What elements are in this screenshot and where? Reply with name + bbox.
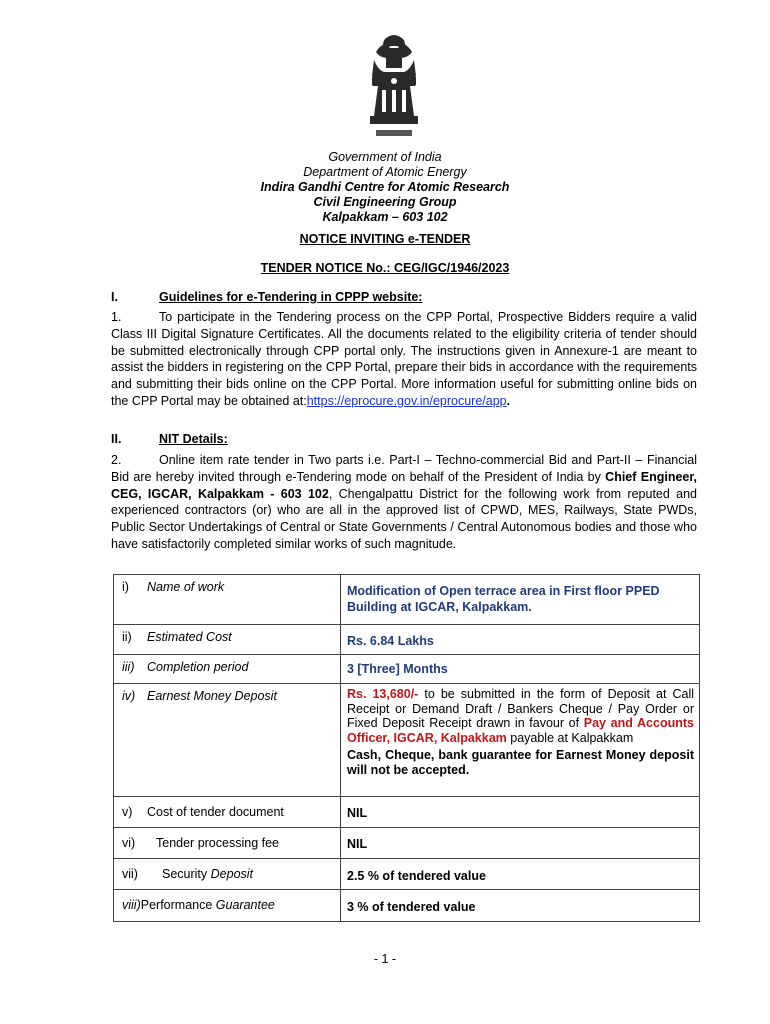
issuing-authority: Chief Engineer, CEG, IGCAR, Kalpakkam - 603 102 xyxy=(111,469,698,501)
earnest-money-value xyxy=(341,684,700,797)
table-row xyxy=(114,684,700,797)
table-row xyxy=(114,655,700,684)
table-row xyxy=(114,575,700,625)
page-number: - 1 - xyxy=(373,952,397,966)
tender-number: TENDER NOTICE No.: CEG/IGC/1946/2023 xyxy=(260,261,510,275)
link-period: . xyxy=(506,393,511,408)
row-label xyxy=(114,828,341,859)
row-label xyxy=(114,575,341,625)
row-number: i) xyxy=(122,580,129,594)
tender-document-cost-value: NIL xyxy=(341,797,700,828)
table-row xyxy=(114,625,700,655)
paragraph-1-number: 1. xyxy=(111,310,122,324)
row-number: viii) xyxy=(122,898,141,912)
emd-text-b: payable at Kalpakkam xyxy=(506,730,634,745)
label-text: Tender processing fee xyxy=(156,836,279,850)
nit-details-table xyxy=(113,574,700,922)
label-text: Performance xyxy=(140,898,216,912)
row-label xyxy=(114,655,341,684)
row-label xyxy=(114,684,341,797)
header-line-department: Department of Atomic Energy xyxy=(303,165,467,179)
header-line-group: Civil Engineering Group xyxy=(313,195,457,209)
section-1-paragraph xyxy=(111,309,697,410)
table-row xyxy=(114,890,700,922)
label-text: Completion period xyxy=(147,660,249,674)
row-number: iii) xyxy=(122,660,135,674)
section-1-number: I. xyxy=(111,290,118,304)
table-row xyxy=(114,859,700,890)
name-of-work-value: Modification of Open terrace area in First floor PPED Building at IGCAR, Kalpakkam. xyxy=(341,575,700,625)
label-text: Estimated Cost xyxy=(147,630,232,644)
cppp-portal-link[interactable]: https://eprocure.gov.in/eprocure/app xyxy=(306,393,507,408)
emd-amount: Rs. 13,680/- xyxy=(347,687,419,701)
processing-fee-value: NIL xyxy=(341,828,700,859)
row-label xyxy=(114,890,341,922)
label-text: Security xyxy=(162,867,211,881)
estimated-cost-value: Rs. 6.84 Lakhs xyxy=(341,625,700,655)
section-1-title: Guidelines for e-Tendering in CPPP website: xyxy=(159,290,423,304)
header-line-institute: Indira Gandhi Centre for Atomic Research xyxy=(260,180,510,194)
label-text-italic: Deposit xyxy=(210,867,254,881)
emd-note: Cash, Cheque, bank guarantee for Earnest Money deposit will not be accepted. xyxy=(347,748,694,777)
header-line-location: Kalpakkam – 603 102 xyxy=(322,210,448,224)
emd-payee: Pay and Accounts Officer, IGCAR, Kalpakkam xyxy=(347,716,694,745)
section-2-title: NIT Details: xyxy=(159,432,228,446)
paragraph-2-number: 2. xyxy=(111,453,122,467)
row-number: v) xyxy=(122,805,133,819)
paragraph-1-text: To participate in the Tendering process on the CPP Portal, Prospective Bidders require a valid Class III Digital Signature Certificates. All the documents related to the eligibility criteria of tender should be submitted electronically through CPP portal only. The instructions given in Annexure-1 are meant to assist the bidders in registering on the CPP Portal, prepare their bids in accordance with the requirements and submitting their bids online on the CPP Portal. More information useful for submitting online bids on the CPP Portal may be obtained at: xyxy=(111,310,697,408)
table-row xyxy=(114,828,700,859)
label-text: Name of work xyxy=(147,580,225,594)
notice-title: NOTICE INVITING e-TENDER xyxy=(299,232,471,246)
completion-period-value: 3 [Three] Months xyxy=(341,655,700,684)
row-number: iv) xyxy=(122,689,136,703)
row-number: ii) xyxy=(122,630,132,644)
header-line-government: Government of India xyxy=(328,150,442,164)
paragraph-2-text-b: , Chengalpattu District for the following work from reputed and experienced contractors (or) who are all in the approved list of CPWD, MES, Railways, State PWDs, Public Sector Undertakings of Central or State Governments / Central Autonomous bodies and those who have satisfactorily completed similar works of such magnitude. xyxy=(111,486,697,551)
label-text: Cost of tender document xyxy=(147,805,284,819)
row-label xyxy=(114,859,341,890)
section-2-number: II. xyxy=(111,432,122,446)
paragraph-2-text-a: Online item rate tender in Two parts i.e. Part-I – Techno-commercial Bid and Part-II – Financial Bid are hereby invited through e-Tendering mode on behalf of the President of India by xyxy=(111,453,697,484)
label-text: Earnest Money Deposit xyxy=(147,689,277,703)
performance-guarantee-value: 3 % of tendered value xyxy=(341,890,700,922)
table-row xyxy=(114,797,700,828)
row-label xyxy=(114,797,341,828)
row-number: vi) xyxy=(122,836,136,850)
emd-text-a: to be submitted in the form of Deposit at Call Receipt or Demand Draft / Bankers Cheque / Pay Order or Fixed Deposit Receipt drawn in favour of xyxy=(347,687,695,731)
security-deposit-value: 2.5 % of tendered value xyxy=(341,859,700,890)
section-2-heading xyxy=(111,432,228,447)
section-2-paragraph xyxy=(111,452,697,553)
national-emblem-icon xyxy=(362,30,426,145)
section-1-heading xyxy=(111,290,422,305)
label-text-italic: Guarantee xyxy=(215,898,275,912)
row-number: vii) xyxy=(122,867,138,881)
row-label xyxy=(114,625,341,655)
